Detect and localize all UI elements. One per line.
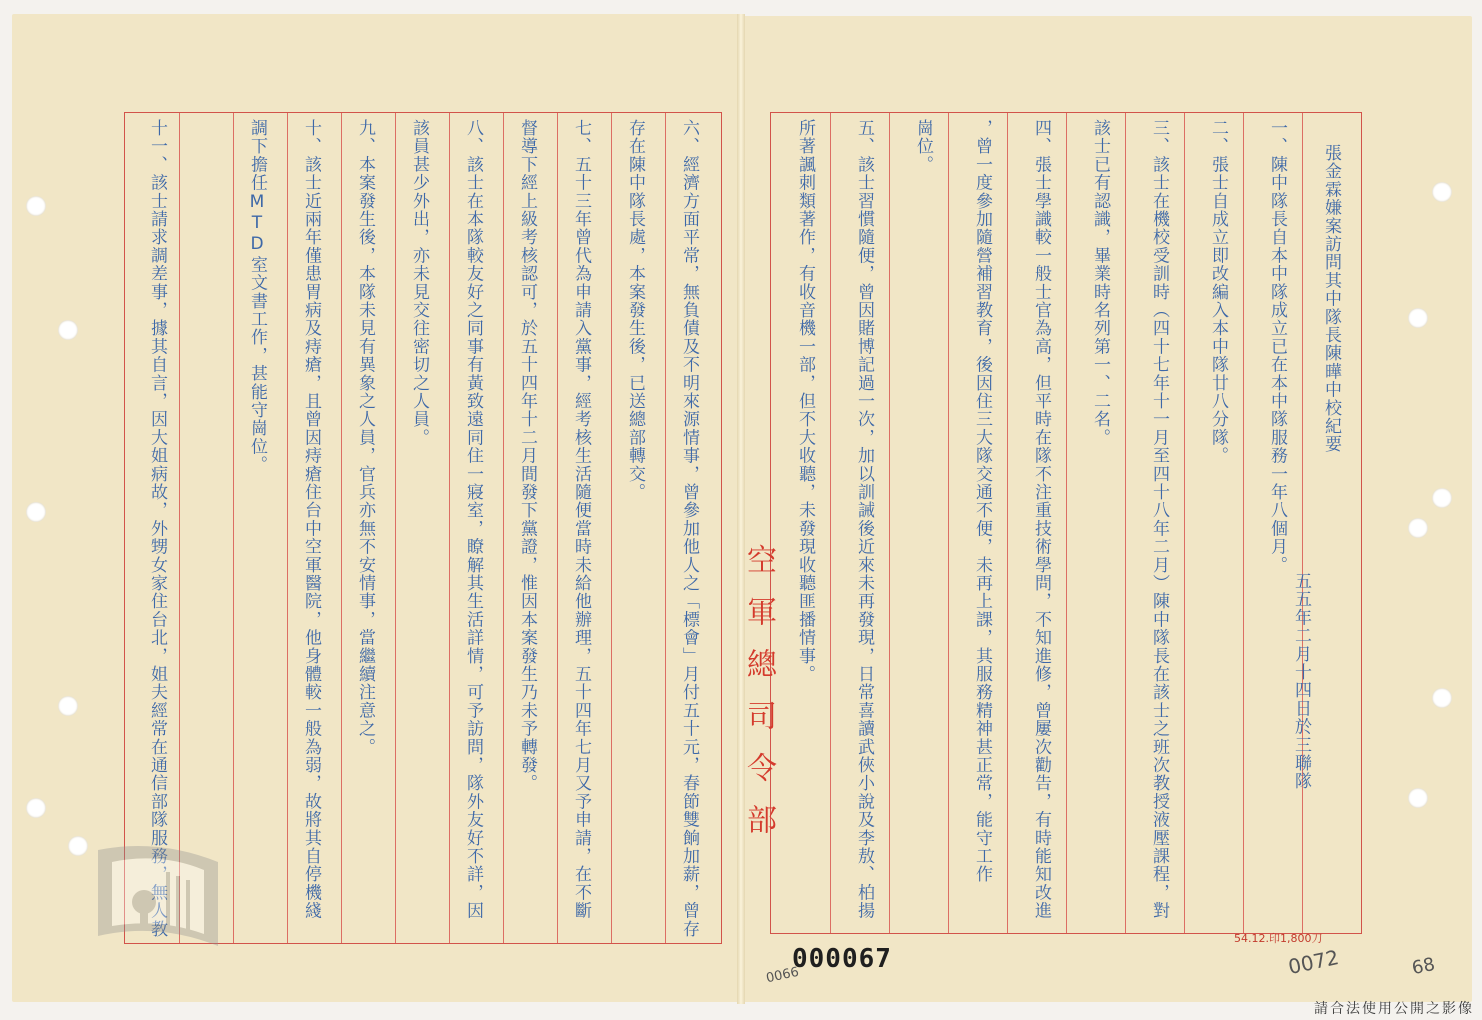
punch-hole [1432, 488, 1452, 508]
right-column-7: 崗位。 [913, 119, 933, 174]
punch-hole [1432, 688, 1452, 708]
punch-hole [1408, 518, 1428, 538]
handwritten-page-number: 68 [1410, 953, 1437, 980]
left-column-6: 該員甚少外出，亦未見交往密切之人員。 [409, 119, 429, 447]
left-column-8: 十、該士近兩年僅患胃病及痔瘡，且曾因痔瘡住台中空軍醫院，他身體較一般為弱，故將其自停機綫 [301, 119, 321, 920]
left-column-10: 十一、該士請求調差事，據其自言，因大姐病故，外甥女家住台北，姐夫經常在通信部隊服務，無人教 [147, 119, 167, 938]
document-title: 張金霖嫌案訪問其中隊長陳曄中校紀要 [1321, 144, 1341, 454]
right-column-3: 三、該士在機校受訓時（四十七年十一月至四十八年二月）陳中隊長在該士之班次教授液壓課程，對 [1149, 119, 1169, 920]
document-date: 五五年二月十四日於三聯隊 [1291, 572, 1311, 791]
right-frame [770, 112, 1362, 934]
punch-hole [26, 502, 46, 522]
right-column-9: 所著諷刺類著作，有收音機一部，但不大收聽，未發現收聽匪播情事。 [795, 119, 815, 684]
watermark-logo-icon [98, 838, 248, 948]
handwritten-page-number: 0072 [1286, 944, 1341, 980]
right-column-4: 該士已有認識，畢業時名列第一、二名。 [1090, 119, 1110, 447]
punch-hole [26, 798, 46, 818]
right-column-8: 五、該士習慣隨便，曾因賭博記過一次，加以訓誡後近來未再發現，日常喜讀武俠小說及李敖、柏揚 [854, 119, 874, 920]
usage-notice: 請合法使用公開之影像 [1314, 1001, 1474, 1017]
punch-hole [58, 320, 78, 340]
punch-hole [1408, 788, 1428, 808]
right-column-6: ，曾一度參加隨營補習教育，後因住三大隊交通不便，未再上課，其服務精神甚正常，能守工作 [972, 119, 992, 884]
issuer-stamp: 空軍總司令部 [741, 544, 776, 856]
left-column-7: 九、本案發生後，本隊未見有異象之人員，官兵亦無不安情事，當繼續注意之。 [355, 119, 375, 756]
right-column-2: 二、張士自成立即改編入本中隊廿八分隊。 [1208, 119, 1228, 465]
punch-hole [26, 196, 46, 216]
left-frame [124, 112, 722, 944]
punch-hole [1408, 308, 1428, 328]
left-column-3: 七、五十三年曾代為申請入黨事，經考核生活隨便當時未給他辦理，五十四年七月又予申請，在不斷 [571, 119, 591, 920]
serial-number: 000067 [792, 944, 892, 974]
right-column-1: 一、陳中隊長自本中隊成立已在本中隊服務一年八個月。 [1267, 119, 1287, 574]
left-column-1: 六、經濟方面平常，無負債及不明來源情事，曾參加他人之「標會」月付五十元，春節雙餉加薪，曾存 [679, 119, 699, 938]
right-column-5: 四、張士學識較一般士官為高，但平時在隊不注重技術學問，不知進修，曾屢次勸告，有時能知改進 [1031, 119, 1051, 920]
left-column-4: 督導下經上級考核認可，於五十四年十二月間發下黨證，惟因本案發生乃未予轉發。 [517, 119, 537, 793]
right-page [740, 16, 1472, 1002]
print-mark: 54.12.印1,800刀 [1234, 932, 1323, 945]
left-column-5: 八、該士在本隊較友好之同事有黃致遠同住一寢室，瞭解其生活詳情，可予訪問，隊外友好不詳，因 [463, 119, 483, 920]
left-column-2: 存在陳中隊長處，本案發生後，已送總部轉交。 [625, 119, 645, 502]
handwritten-page-number: 0066 [764, 964, 801, 987]
punch-hole [58, 696, 78, 716]
punch-hole [1432, 182, 1452, 202]
left-column-9: 調下擔任MTD室文書工作，甚能守崗位。 [247, 119, 267, 474]
punch-hole [68, 836, 88, 856]
